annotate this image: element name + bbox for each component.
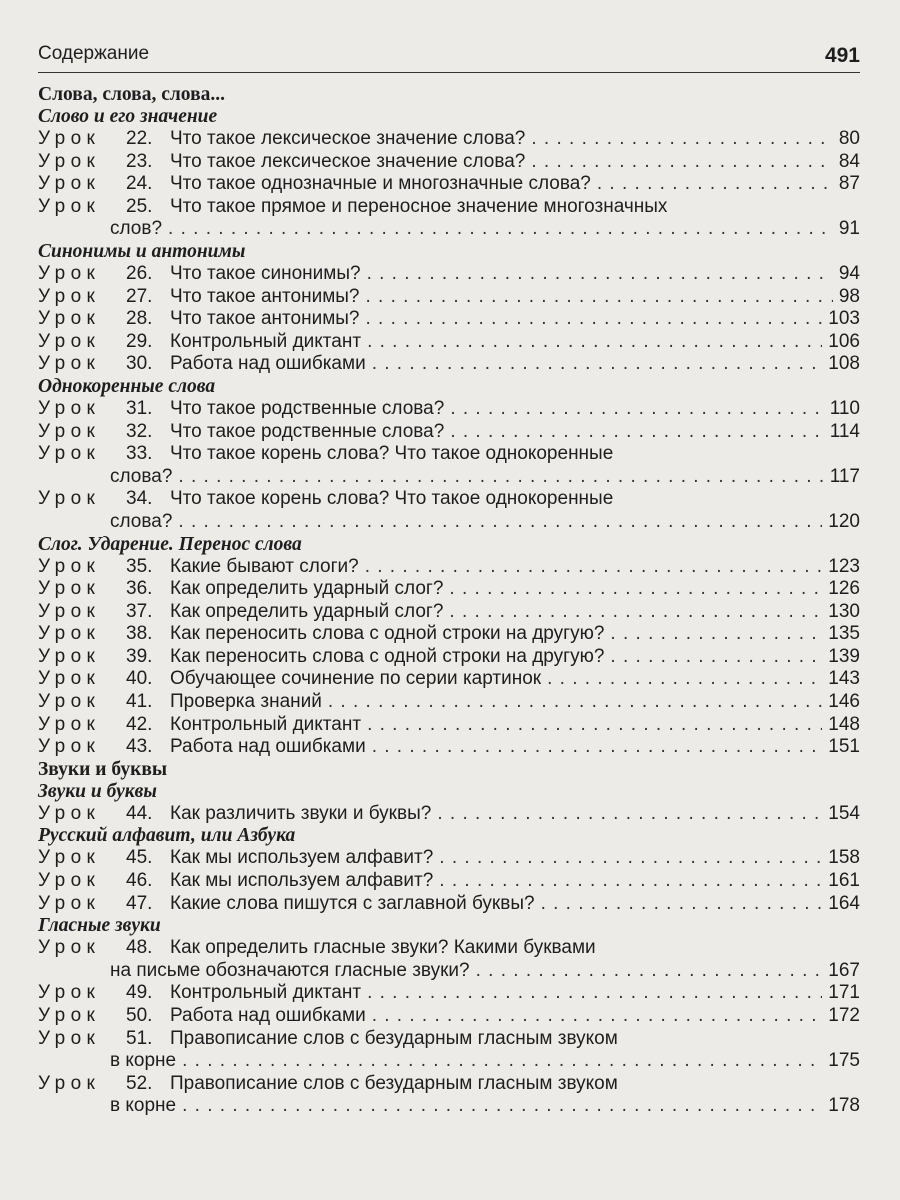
lesson-title: Правописание слов с безударным гласным звуком bbox=[170, 1027, 618, 1049]
toc-entry-line bbox=[38, 714, 860, 737]
lesson-number: 35. bbox=[126, 555, 153, 577]
toc-entry bbox=[38, 421, 860, 444]
toc-entry bbox=[38, 847, 860, 870]
lesson-title: Как мы используем алфавит? bbox=[170, 870, 434, 892]
dot-leader bbox=[443, 601, 822, 624]
lesson-title: Как определить ударный слог? bbox=[170, 578, 444, 600]
toc-entry-line bbox=[38, 196, 860, 219]
toc-entry bbox=[38, 668, 860, 691]
lesson-label: Урок bbox=[38, 736, 101, 758]
lesson-label: Урок bbox=[38, 173, 101, 195]
lesson-title: Что такое родственные слова? bbox=[170, 397, 445, 419]
lesson-label: Урок bbox=[38, 870, 101, 892]
lesson-label: Урок bbox=[38, 623, 101, 645]
lesson-title: Что такое однозначные и многозначные слова? bbox=[170, 173, 591, 195]
toc-entry-line bbox=[38, 421, 860, 444]
page-number: 491 bbox=[824, 44, 860, 67]
toc-entry-line bbox=[38, 1095, 860, 1118]
dot-leader bbox=[591, 173, 833, 196]
lesson-page: 87 bbox=[838, 173, 860, 195]
lesson-title: Работа над ошибками bbox=[170, 1005, 366, 1026]
toc-entry bbox=[38, 1028, 860, 1073]
toc-entry-line bbox=[38, 960, 860, 983]
toc-entry bbox=[38, 982, 860, 1005]
lesson-label: Урок bbox=[38, 330, 101, 352]
dot-leader bbox=[444, 421, 823, 444]
lesson-number: 32. bbox=[126, 420, 153, 442]
lesson-title: Как мы используем алфавит? bbox=[170, 847, 434, 869]
lesson-title: Как переносить слова с одной строки на другую? bbox=[170, 623, 605, 645]
lesson-label: Урок bbox=[38, 645, 101, 667]
lesson-number: 36. bbox=[126, 578, 153, 600]
section-heading: Русский алфавит, или Азбука bbox=[38, 825, 296, 847]
lesson-title: Что такое корень слова? Что такое однокоренные bbox=[170, 488, 614, 510]
section-heading: Слог. Ударение. Перенос слова bbox=[38, 533, 302, 555]
toc-entry bbox=[38, 128, 860, 151]
toc-entry-line bbox=[38, 466, 860, 489]
toc-entry-line bbox=[38, 668, 860, 691]
lesson-page: 103 bbox=[828, 308, 860, 330]
page-header bbox=[38, 40, 860, 73]
dot-leader bbox=[604, 646, 822, 669]
toc-entry-line bbox=[38, 691, 860, 714]
lesson-label: Урок bbox=[38, 128, 101, 149]
lesson-page: 120 bbox=[828, 510, 860, 532]
lesson-number: 22. bbox=[126, 128, 153, 149]
lesson-number: 46. bbox=[126, 870, 153, 892]
lesson-number: 27. bbox=[126, 285, 153, 307]
lesson-page: 80 bbox=[838, 128, 860, 149]
lesson-label: Урок bbox=[38, 420, 101, 442]
dot-leader bbox=[361, 714, 822, 737]
toc-entry bbox=[38, 601, 860, 624]
lesson-page: 178 bbox=[828, 1095, 860, 1117]
dot-leader bbox=[366, 1005, 823, 1028]
lesson-number: 48. bbox=[126, 937, 153, 959]
toc-entry bbox=[38, 443, 860, 488]
toc-entry bbox=[38, 556, 860, 579]
running-title: Содержание bbox=[38, 43, 150, 64]
lesson-number: 29. bbox=[126, 330, 153, 352]
lesson-title: Как определить гласные звуки? Какими буквами bbox=[170, 937, 596, 959]
dot-leader bbox=[360, 286, 833, 309]
toc-entry bbox=[38, 263, 860, 286]
toc-entry bbox=[38, 1005, 860, 1028]
lesson-number: 50. bbox=[126, 1005, 153, 1026]
lesson-label: Урок bbox=[38, 982, 101, 1004]
section-heading: Звуки и буквы bbox=[38, 780, 157, 802]
toc-entry-line bbox=[38, 736, 860, 759]
section-heading: Однокоренные слова bbox=[38, 375, 216, 397]
toc-entry-line bbox=[38, 398, 860, 421]
lesson-title: Работа над ошибками bbox=[170, 353, 366, 375]
dot-leader bbox=[176, 1050, 822, 1073]
lesson-page: 148 bbox=[828, 713, 860, 735]
lesson-page: 172 bbox=[828, 1005, 860, 1026]
lesson-number: 42. bbox=[126, 713, 153, 735]
lesson-number: 49. bbox=[126, 982, 153, 1004]
lesson-page: 154 bbox=[828, 802, 860, 824]
lesson-page: 110 bbox=[829, 397, 860, 419]
lesson-title: Как различить звуки и буквы? bbox=[170, 802, 432, 824]
toc-entry bbox=[38, 736, 860, 759]
toc-entry-line bbox=[38, 646, 860, 669]
lesson-number: 26. bbox=[126, 262, 153, 284]
lesson-page: 123 bbox=[828, 555, 860, 577]
toc-entry-line bbox=[38, 847, 860, 870]
lesson-title: Обучающее сочинение по серии картинок bbox=[170, 668, 542, 690]
lesson-label: Урок bbox=[38, 847, 101, 869]
lesson-page: 126 bbox=[828, 578, 860, 600]
dot-leader bbox=[525, 128, 833, 151]
toc-entry bbox=[38, 870, 860, 893]
lesson-label: Урок bbox=[38, 353, 101, 375]
lesson-title: Контрольный диктант bbox=[170, 330, 362, 352]
toc-entry-line bbox=[38, 982, 860, 1005]
lesson-number: 28. bbox=[126, 308, 153, 330]
lesson-number: 30. bbox=[126, 353, 153, 375]
toc-entry bbox=[38, 646, 860, 669]
lesson-page: 130 bbox=[828, 600, 860, 622]
lesson-page: 143 bbox=[828, 668, 860, 690]
lesson-label: Урок bbox=[38, 1027, 101, 1049]
lesson-label: Урок bbox=[38, 308, 101, 330]
toc-entry-line bbox=[38, 331, 860, 354]
lesson-label: Урок bbox=[38, 691, 101, 713]
toc-entry bbox=[38, 398, 860, 421]
lesson-number: 37. bbox=[126, 600, 153, 622]
lesson-number: 44. bbox=[126, 802, 153, 824]
lesson-page: 139 bbox=[828, 645, 860, 667]
toc-entry-line bbox=[38, 353, 860, 376]
toc-entry-line bbox=[38, 443, 860, 466]
lesson-number: 45. bbox=[126, 847, 153, 869]
lesson-page: 146 bbox=[828, 691, 860, 713]
lesson-number: 24. bbox=[126, 173, 153, 195]
toc-entry-line bbox=[38, 937, 860, 960]
lesson-title: слова? bbox=[110, 510, 173, 532]
lesson-number: 25. bbox=[126, 195, 153, 217]
lesson-page: 91 bbox=[838, 218, 860, 240]
section-heading: Гласные звуки bbox=[38, 915, 161, 937]
lesson-label: Урок bbox=[38, 892, 101, 914]
lesson-title: Какие бывают слоги? bbox=[170, 555, 359, 577]
toc-entry-line bbox=[38, 218, 860, 241]
dot-leader bbox=[433, 847, 822, 870]
toc-entry bbox=[38, 578, 860, 601]
lesson-label: Урок bbox=[38, 262, 101, 284]
lesson-page: 114 bbox=[829, 420, 860, 442]
lesson-label: Урок bbox=[38, 802, 101, 824]
dot-leader bbox=[360, 308, 823, 331]
lesson-title: Какие слова пишутся с заглавной буквы? bbox=[170, 892, 535, 914]
lesson-page: 117 bbox=[829, 465, 860, 487]
toc-entry-line bbox=[38, 308, 860, 331]
lesson-number: 51. bbox=[126, 1027, 153, 1049]
toc-entry bbox=[38, 151, 860, 174]
toc-entry bbox=[38, 623, 860, 646]
toc-entry bbox=[38, 691, 860, 714]
lesson-number: 33. bbox=[126, 443, 153, 465]
section-heading: Слово и его значение bbox=[38, 106, 218, 127]
lesson-page: 135 bbox=[828, 623, 860, 645]
lesson-page: 94 bbox=[838, 262, 860, 284]
dot-leader bbox=[433, 870, 822, 893]
lesson-number: 31. bbox=[126, 397, 153, 419]
lesson-number: 38. bbox=[126, 623, 153, 645]
dot-leader bbox=[359, 556, 823, 579]
table-of-contents bbox=[38, 84, 860, 1118]
dot-leader bbox=[535, 893, 823, 916]
toc-entry bbox=[38, 488, 860, 533]
lesson-title: слова? bbox=[110, 465, 173, 487]
dot-leader bbox=[176, 1095, 822, 1118]
toc-entry-line bbox=[38, 488, 860, 511]
lesson-page: 167 bbox=[828, 959, 860, 981]
lesson-title: Что такое лексическое значение слова? bbox=[170, 150, 526, 172]
section-heading: Синонимы и антонимы bbox=[38, 240, 246, 262]
toc-entry bbox=[38, 353, 860, 376]
dot-leader bbox=[361, 263, 833, 286]
toc-entry bbox=[38, 893, 860, 916]
toc-entry-line bbox=[38, 578, 860, 601]
lesson-title: Что такое прямое и переносное значение многозначных bbox=[170, 195, 668, 217]
lesson-title: Правописание слов с безударным гласным звуком bbox=[170, 1072, 618, 1094]
dot-leader bbox=[431, 803, 822, 826]
lesson-title: Что такое корень слова? Что такое однокоренные bbox=[170, 443, 614, 465]
lesson-label: Урок bbox=[38, 668, 101, 690]
toc-entry-line bbox=[38, 1028, 860, 1051]
dot-leader bbox=[172, 511, 822, 534]
dot-leader bbox=[366, 736, 823, 759]
toc-entry bbox=[38, 714, 860, 737]
dot-leader bbox=[470, 960, 823, 983]
toc-entry-line bbox=[38, 1005, 860, 1028]
lesson-page: 98 bbox=[838, 285, 860, 307]
lesson-label: Урок bbox=[38, 1005, 101, 1026]
toc-entry-line bbox=[38, 803, 860, 826]
toc-entry-line bbox=[38, 870, 860, 893]
lesson-number: 41. bbox=[126, 691, 153, 713]
dot-leader bbox=[444, 398, 823, 421]
toc-entry bbox=[38, 937, 860, 982]
toc-entry bbox=[38, 308, 860, 331]
toc-entry-line bbox=[38, 286, 860, 309]
lesson-label: Урок bbox=[38, 195, 101, 217]
toc-entry bbox=[38, 286, 860, 309]
lesson-title: Как переносить слова с одной строки на другую? bbox=[170, 645, 605, 667]
toc-entry-line bbox=[38, 128, 860, 151]
toc-entry bbox=[38, 331, 860, 354]
lesson-title: Контрольный диктант bbox=[170, 713, 362, 735]
dot-leader bbox=[361, 982, 822, 1005]
toc-entry-line bbox=[38, 893, 860, 916]
dot-leader bbox=[443, 578, 822, 601]
lesson-title: слов? bbox=[110, 218, 163, 240]
lesson-label: Урок bbox=[38, 1072, 101, 1094]
toc-entry bbox=[38, 1073, 860, 1118]
toc-entry-line bbox=[38, 601, 860, 624]
lesson-title: на письме обозначаются гласные звуки? bbox=[110, 959, 470, 981]
lesson-label: Урок bbox=[38, 555, 101, 577]
lesson-label: Урок bbox=[38, 600, 101, 622]
lesson-page: 164 bbox=[828, 892, 860, 914]
lesson-label: Урок bbox=[38, 937, 101, 959]
lesson-title: Что такое антонимы? bbox=[170, 308, 360, 330]
lesson-title: Что такое лексическое значение слова? bbox=[170, 128, 526, 149]
lesson-label: Урок bbox=[38, 443, 101, 465]
lesson-title: Как определить ударный слог? bbox=[170, 600, 444, 622]
lesson-page: 151 bbox=[828, 736, 860, 758]
lesson-number: 34. bbox=[126, 488, 153, 510]
lesson-title: Что такое антонимы? bbox=[170, 285, 360, 307]
lesson-page: 108 bbox=[828, 353, 860, 375]
lesson-title: Проверка знаний bbox=[170, 691, 322, 713]
lesson-number: 52. bbox=[126, 1072, 153, 1094]
lesson-label: Урок bbox=[38, 488, 101, 510]
lesson-page: 106 bbox=[828, 330, 860, 352]
part-heading: Звуки и буквы bbox=[38, 758, 168, 780]
lesson-title: Что такое синонимы? bbox=[170, 262, 361, 284]
lesson-number: 43. bbox=[126, 736, 153, 758]
toc-entry-line bbox=[38, 511, 860, 534]
lesson-label: Урок bbox=[38, 285, 101, 307]
lesson-page: 171 bbox=[828, 982, 860, 1004]
toc-entry-line bbox=[38, 1073, 860, 1096]
lesson-title: в корне bbox=[110, 1050, 177, 1072]
lesson-number: 47. bbox=[126, 892, 153, 914]
lesson-title: Работа над ошибками bbox=[170, 736, 366, 758]
toc-entry-line bbox=[38, 151, 860, 174]
lesson-number: 39. bbox=[126, 645, 153, 667]
dot-leader bbox=[525, 151, 833, 174]
dot-leader bbox=[162, 218, 833, 241]
lesson-label: Урок bbox=[38, 713, 101, 735]
lesson-title: Контрольный диктант bbox=[170, 982, 362, 1004]
dot-leader bbox=[361, 331, 822, 354]
lesson-page: 84 bbox=[838, 150, 860, 172]
lesson-label: Урок bbox=[38, 150, 101, 172]
lesson-page: 158 bbox=[828, 847, 860, 869]
dot-leader bbox=[541, 668, 822, 691]
lesson-number: 40. bbox=[126, 668, 153, 690]
lesson-page: 175 bbox=[828, 1050, 860, 1072]
dot-leader bbox=[172, 466, 823, 489]
dot-leader bbox=[322, 691, 822, 714]
dot-leader bbox=[604, 623, 822, 646]
lesson-page: 161 bbox=[828, 870, 860, 892]
dot-leader bbox=[366, 353, 823, 376]
lesson-label: Урок bbox=[38, 397, 101, 419]
toc-entry bbox=[38, 173, 860, 196]
lesson-number: 23. bbox=[126, 150, 153, 172]
toc-entry-line bbox=[38, 1050, 860, 1073]
lesson-title: в корне bbox=[110, 1095, 177, 1117]
lesson-title: Что такое родственные слова? bbox=[170, 420, 445, 442]
part-heading: Слова, слова, слова... bbox=[38, 84, 225, 105]
toc-entry bbox=[38, 196, 860, 241]
toc-entry-line bbox=[38, 556, 860, 579]
toc-entry bbox=[38, 803, 860, 826]
toc-entry-line bbox=[38, 263, 860, 286]
toc-entry-line bbox=[38, 623, 860, 646]
toc-entry-line bbox=[38, 173, 860, 196]
lesson-label: Урок bbox=[38, 578, 101, 600]
